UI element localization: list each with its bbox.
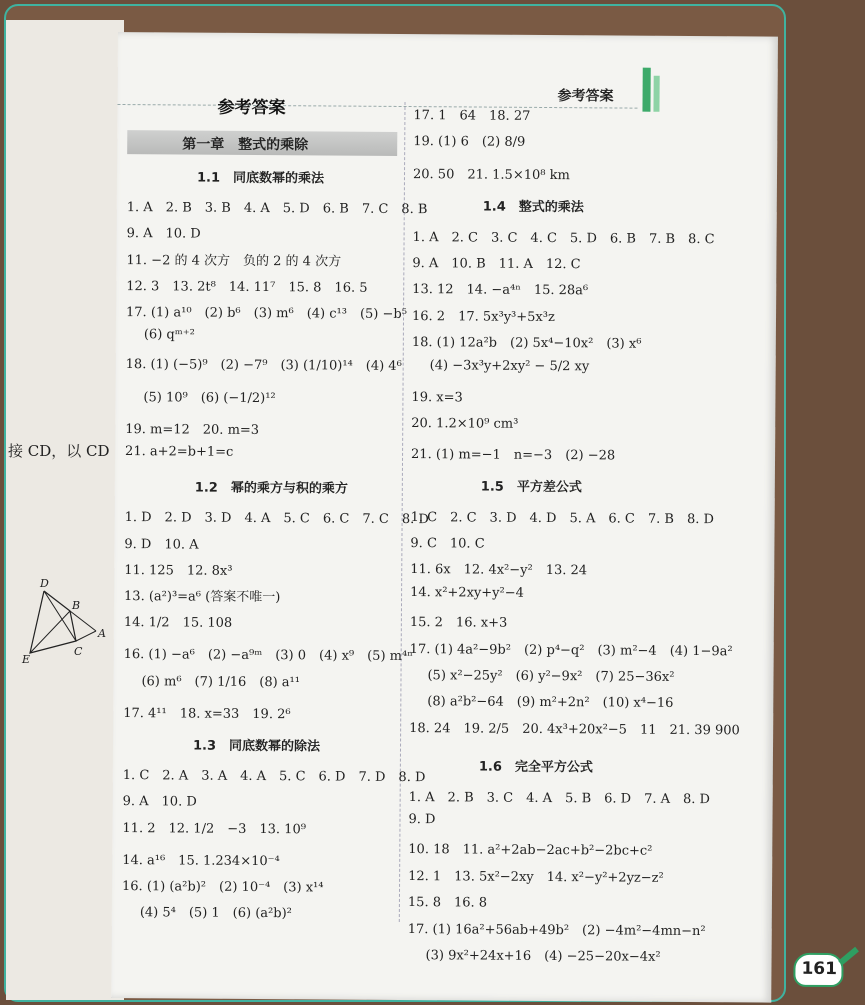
answer-line: 20. 1.2×10⁹ cm³ <box>411 416 519 433</box>
answer-line: 1. A 2. C 3. C 4. C 5. D 6. B 7. B 8. C <box>412 229 715 247</box>
section-heading: 1.2 幂的乘方与积的乘方 <box>194 480 348 497</box>
answer-line: (3) 9x²+24x+16 (4) −25−20x−4x² <box>425 948 661 965</box>
header-title: 参考答案 <box>557 88 614 105</box>
answer-line: 17. (1) 16a²+56ab+49b² (2) −4m²−4mn−n² <box>407 921 706 939</box>
answer-page <box>111 32 838 1003</box>
answer-line: 9. A 10. D <box>122 794 197 810</box>
section-heading: 1.3 同底数幂的除法 <box>192 738 321 755</box>
answer-line: 11. 125 12. 8x³ <box>124 562 233 579</box>
answer-line: 9. A 10. D <box>126 226 201 242</box>
answer-line: 12. 1 13. 5x²−2xy 14. x²−y²+2yz−z² <box>408 868 664 886</box>
answer-line: (4) −3x³y+2xy² − 5/2 xy <box>429 357 590 374</box>
answer-line: 17. (1) a¹⁰ (2) b⁶ (3) m⁶ (4) c¹³ (5) −b⁵ <box>125 305 408 323</box>
label-d: D <box>40 577 49 590</box>
answer-line: 1. C 2. A 3. A 4. A 5. C 6. D 7. D 8. D <box>122 768 426 786</box>
answer-line: 9. A 10. B 11. A 12. C <box>412 256 581 273</box>
answer-line: 18. (1) 12a²b (2) 5x⁴−10x² (3) x⁶ <box>411 335 642 352</box>
chapter-banner <box>127 130 397 156</box>
section-heading: 1.4 整式的乘法 <box>482 199 584 216</box>
answer-line: 13. 12 14. −a⁴ⁿ 15. 28a⁶ <box>412 282 589 299</box>
answer-line: 14. a¹⁶ 15. 1.234×10⁻⁴ <box>122 852 280 869</box>
answer-line: 14. x²+2xy+y²−4 <box>410 584 524 601</box>
answer-line: 19. m=12 20. m=3 <box>125 421 260 438</box>
answer-line: 9. D <box>408 812 436 828</box>
answer-line: 13. (a²)³=a⁶ (答案不唯一) <box>124 589 281 606</box>
page-number: 161 <box>801 958 838 980</box>
answer-line: 21. (1) m=−1 n=−3 (2) −28 <box>411 446 616 464</box>
chapter-title: 第一章 整式的乘除 <box>182 136 309 154</box>
answer-line: 21. a+2=b+1=c <box>125 444 234 460</box>
answer-line: 19. (1) 6 (2) 8/9 <box>413 134 526 151</box>
triangle-figure <box>22 575 112 665</box>
answer-line: 1. C 2. C 3. D 4. D 5. A 6. C 7. B 8. D <box>410 509 715 527</box>
pencil-icon <box>838 947 859 966</box>
answer-line: 9. C 10. C <box>410 536 485 552</box>
answer-line: (5) x²−25y² (6) y²−9x² (7) 25−36x² <box>427 668 675 685</box>
answer-line: 9. D 10. A <box>124 536 199 553</box>
answer-line: (5) 10⁹ (6) (−1/2)¹² <box>143 389 276 406</box>
answer-line: (8) a²b²−64 (9) m²+2n² (10) x⁴−16 <box>427 694 674 712</box>
answer-line: 1. D 2. D 3. D 4. A 5. C 6. C 7. C 8. D <box>124 510 429 528</box>
answer-line: (6) qᵐ⁺² <box>143 327 195 343</box>
section-heading: 1.1 同底数幂的乘法 <box>196 170 325 187</box>
section-heading: 1.5 平方差公式 <box>480 479 582 496</box>
answer-line: 11. 2 12. 1/2 −3 13. 10⁹ <box>122 820 307 837</box>
header-green-bar-light <box>653 76 659 112</box>
answer-line: (4) 5⁴ (5) 1 (6) (a²b)² <box>139 905 292 922</box>
answer-line: 19. x=3 <box>411 390 463 406</box>
answer-line: 18. (1) (−5)⁹ (2) −7⁹ (3) (1/10)¹⁴ (4) 4⁶ <box>125 357 402 375</box>
answers-title: 参考答案 <box>217 97 286 119</box>
header-green-bar <box>642 68 650 112</box>
answer-line: 20. 50 21. 1.5×10⁸ km <box>412 166 570 183</box>
answer-line: (6) m⁶ (7) 1/16 (8) a¹¹ <box>141 673 301 690</box>
page-number-badge <box>793 953 843 987</box>
label-c: C <box>74 645 83 658</box>
answer-line: 16. (1) (a²b)² (2) 10⁻⁴ (3) x¹⁴ <box>121 879 324 896</box>
left-page <box>6 20 124 1000</box>
label-a: A <box>98 627 106 640</box>
answer-line: 18. 24 19. 2/5 20. 4x³+20x²−5 11 21. 39 900 <box>409 720 740 739</box>
label-e: E <box>22 653 31 666</box>
answer-line: 11. 6x 12. 4x²−y² 13. 24 <box>410 562 588 579</box>
answer-line: 12. 3 13. 2t⁸ 14. 11⁷ 15. 8 16. 5 <box>126 278 368 296</box>
answer-line: 15. 8 16. 8 <box>407 895 488 911</box>
answer-line: 11. −2 的 4 次方 负的 2 的 4 次方 <box>126 252 342 270</box>
answer-line: 16. 2 17. 5x³y³+5x³z <box>411 308 555 325</box>
answer-line: 1. A 2. B 3. B 4. A 5. D 6. B 7. C 8. B <box>126 200 428 218</box>
section-heading: 1.6 完全平方公式 <box>478 759 593 776</box>
answer-line: 17. 1 64 18. 27 <box>413 108 531 124</box>
label-b: B <box>72 599 81 612</box>
answer-line: 17. 4¹¹ 18. x=33 19. 2⁶ <box>123 705 291 723</box>
answer-line: 14. 1/2 15. 108 <box>123 615 233 631</box>
answer-line: 1. A 2. B 3. C 4. A 5. B 6. D 7. A 8. D <box>408 789 711 807</box>
answer-line: 15. 2 16. x+3 <box>409 615 508 631</box>
answer-line: 16. (1) −a⁶ (2) −a⁹ᵐ (3) 0 (4) x⁹ (5) m⁴ⁿ <box>123 647 413 665</box>
answer-line: 10. 18 11. a²+2ab−2ac+b²−2bc+c² <box>408 842 653 860</box>
photo-frame <box>4 4 838 1002</box>
answer-line: 17. (1) 4a²−9b² (2) p⁴−q² (3) m²−4 (4) 1−9a² <box>409 641 733 659</box>
left-page-text: 接 CD，以 CD <box>8 442 110 460</box>
